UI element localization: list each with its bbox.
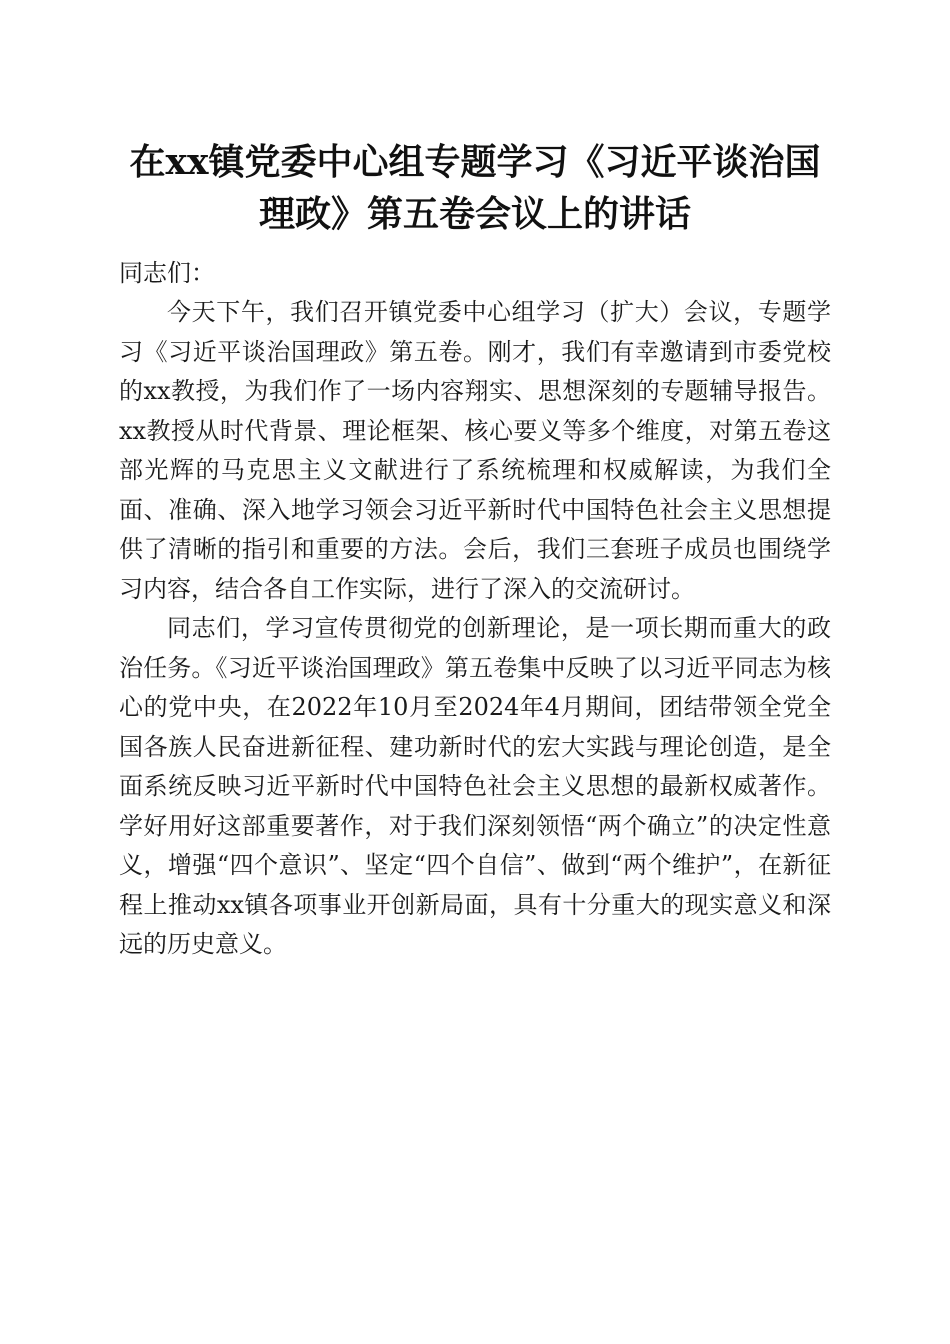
paragraph-2: 同志们，学习宣传贯彻党的创新理论，是一项长期而重大的政治任务。《习近平谈治国理政》第五卷集中反映了以习近平同志为核心的党中央，在2022年10月至2024年4月期间，团结带领全党全国各族人民奋进新征程、建功新时代的宏大实践与理论创造，是全面系统反映习近平新时代中国特色社会主义思想的最新权威著作。学好用好这部重要著作，对于我们深刻领悟“两个确立”的决定性意义，增强“四个意识”、坚定“四个自信”、做到“两个维护”，在新征程上推动xx镇各项事业开创新局面，具有十分重大的现实意义和深远的历史意义。	[119, 614, 831, 958]
document-title	[110, 136, 840, 240]
salutation: 同志们：	[119, 259, 215, 287]
title-line-2: 理政》第五卷会议上的讲话	[258, 193, 691, 235]
title-line-1: 在xx镇党委中心组专题学习《习近平谈治国	[129, 141, 821, 183]
paragraph-1: 今天下午，我们召开镇党委中心组学习（扩大）会议，专题学习《习近平谈治国理政》第五卷。刚才，我们有幸邀请到市委党校的xx教授，为我们作了一场内容翔实、思想深刻的专题辅导报告。xx教授从时代背景、理论框架、核心要义等多个维度，对第五卷这部光辉的马克思主义文献进行了系统梳理和权威解读，为我们全面、准确、深入地学习领会习近平新时代中国特色社会主义思想提供了清晰的指引和重要的方法。会后，我们三套班子成员也围绕学习内容，结合各自工作实际，进行了深入的交流研讨。	[119, 298, 831, 603]
document-body	[119, 254, 831, 965]
